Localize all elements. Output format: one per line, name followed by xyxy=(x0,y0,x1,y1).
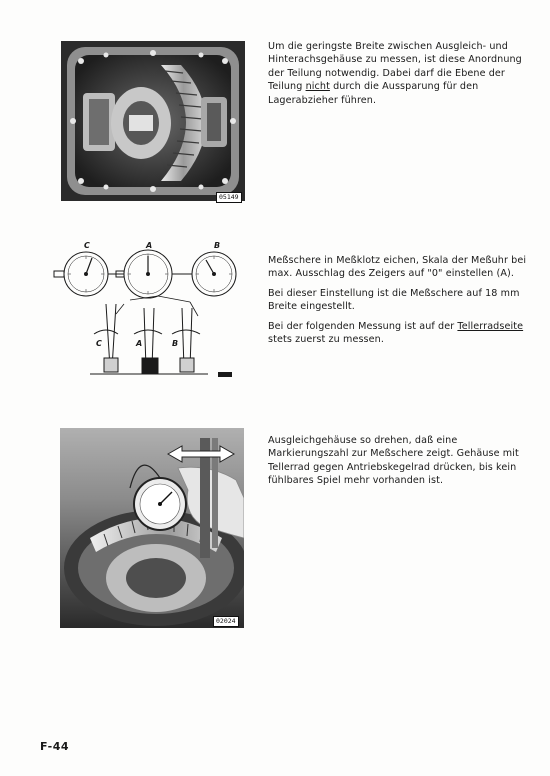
page-number: F-44 xyxy=(40,740,70,753)
diagram-label-a: A xyxy=(146,241,153,250)
underlined-text: Tellerradseite xyxy=(457,320,524,332)
text-block-section-2 xyxy=(268,254,530,352)
diagram-dial-gauge-calibration xyxy=(50,238,240,388)
diagram-label-a: A xyxy=(136,339,143,348)
photo-id-label: 02024 xyxy=(213,616,239,627)
text-segment: durch die Aussparung für den Lagerabzieher führen. xyxy=(268,81,479,106)
text-block-section-1 xyxy=(268,40,530,113)
photo-differential-housing xyxy=(61,41,245,201)
photo-measuring-differential xyxy=(60,428,244,628)
photo-id-label: 05149 xyxy=(216,192,242,203)
paragraph: Bei dieser Einstellung ist die Meßschere auf 18 mm Breite eingestellt. xyxy=(268,287,520,313)
paragraph xyxy=(268,320,530,347)
text-segment: Um die geringste Breite zwischen Ausgleich- und Hinterachsgehäuse zu messen, ist diese Anordnung der Teilung notwendig. Dabei darf die Ebene der Teilung xyxy=(268,41,522,93)
text-segment: Bei der folgenden Messung ist auf der xyxy=(268,320,458,332)
diagram-label-b: B xyxy=(214,241,221,250)
paragraph xyxy=(268,40,530,107)
diagram-label-b: B xyxy=(172,339,179,348)
paragraph: Meßschere in Meßklotz eichen, Skala der Meßuhr bei max. Ausschlag des Zeigers auf "0" einstellen (A). xyxy=(268,255,527,280)
text-segment: stets zuerst zu messen. xyxy=(268,334,384,346)
paragraph: Ausgleichgehäuse so drehen, daß eine Markierungszahl zur Meßschere zeigt. Gehäuse mit Tellerrad gegen Antriebskegelrad drücken, bis kein fühlbares Spiel mehr vorhanden ist. xyxy=(268,435,519,487)
underlined-text: nicht xyxy=(305,81,330,93)
diagram-label-c: C xyxy=(96,339,102,348)
diagram-label-c: C xyxy=(84,241,90,250)
text-block-section-3 xyxy=(268,434,530,494)
